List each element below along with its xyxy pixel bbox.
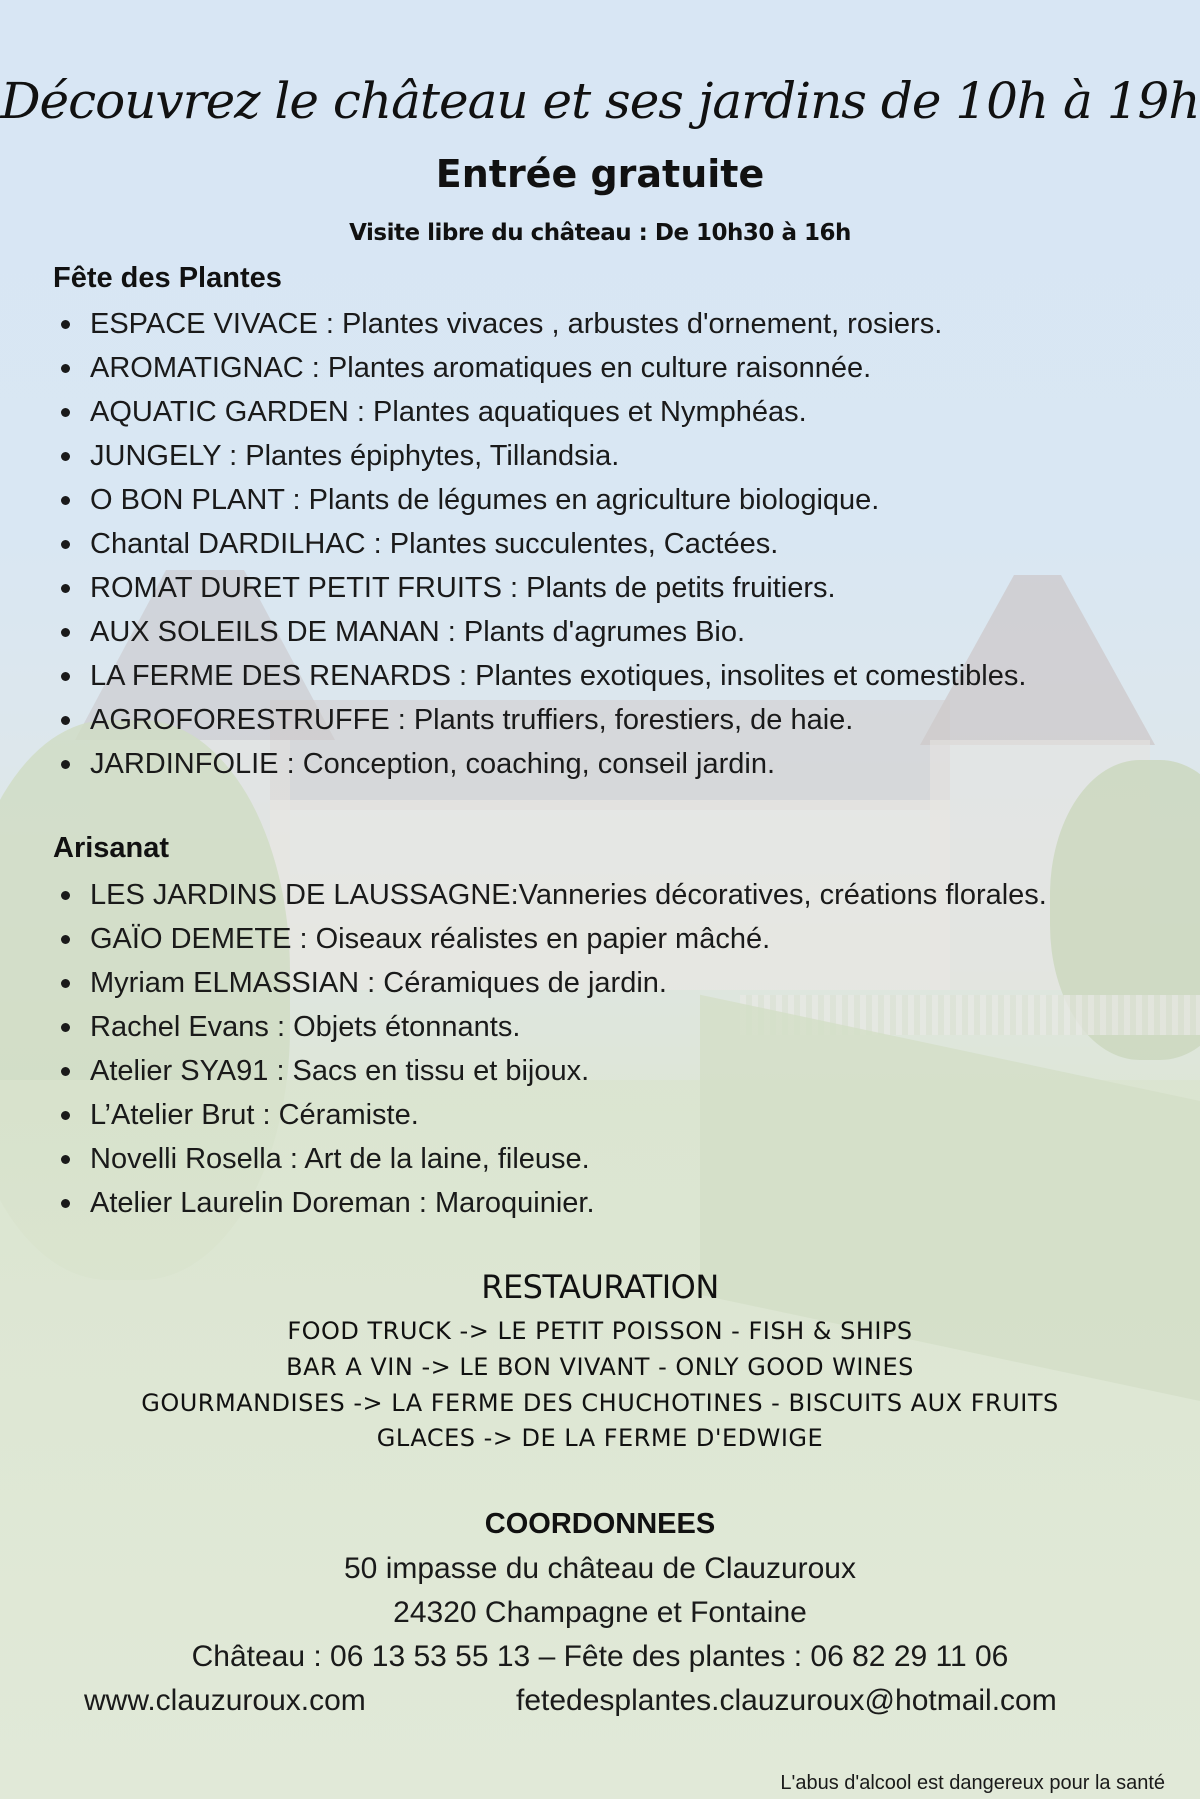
list-item: AUX SOLEILS DE MANAN : Plants d'agrumes Bio. (0, 610, 1026, 654)
email-link[interactable]: fetedesplantes.clauzuroux@hotmail.com (516, 1684, 1057, 1717)
alcohol-disclaimer: L'abus d'alcool est dangereux pour la santé (780, 1772, 1165, 1794)
restauration-line: GLACES -> DE LA FERME D'EDWIGE (376, 1424, 824, 1452)
fete-des-plantes-list (0, 302, 1026, 786)
bullet-icon (61, 1111, 70, 1120)
bullet-icon (61, 452, 70, 461)
restauration-line: FOOD TRUCK -> LE PETIT POISSON - FISH & SHIPS (287, 1317, 913, 1345)
visit-hours: Visite libre du château : De 10h30 à 16h (349, 220, 851, 246)
phone-numbers: Château : 06 13 53 55 13 – Fête des plantes : 06 82 29 11 06 (191, 1640, 1009, 1673)
free-entry-heading: Entrée gratuite (435, 152, 765, 196)
address-line-1: 50 impasse du château de Clauzuroux (344, 1552, 856, 1585)
section-heading-artisanat: Arisanat (53, 832, 170, 864)
list-item: Novelli Rosella : Art de la laine, fileuse. (0, 1137, 1047, 1181)
section-heading-fete-des-plantes: Fête des Plantes (53, 262, 282, 294)
bullet-icon (61, 628, 70, 637)
bullet-icon (61, 716, 70, 725)
address-line-2: 24320 Champagne et Fontaine (393, 1596, 807, 1629)
artisanat-list (0, 873, 1047, 1225)
list-item: LES JARDINS DE LAUSSAGNE:Vanneries décoratives, créations florales. (0, 873, 1047, 917)
restauration-heading: RESTAURATION (481, 1268, 719, 1306)
list-item: O BON PLANT : Plants de légumes en agriculture biologique. (0, 478, 1026, 522)
bullet-icon (61, 1023, 70, 1032)
bullet-icon (61, 1155, 70, 1164)
list-item: ESPACE VIVACE : Plantes vivaces , arbustes d'ornement, rosiers. (0, 302, 1026, 346)
bullet-icon (61, 672, 70, 681)
restauration-line: GOURMANDISES -> LA FERME DES CHUCHOTINES - BISCUITS AUX FRUITS (141, 1389, 1059, 1417)
page-title: Découvrez le château et ses jardins de 10h à 19h (0, 72, 1200, 130)
list-item: Chantal DARDILHAC : Plantes succulentes, Cactées. (0, 522, 1026, 566)
list-item: ROMAT DURET PETIT FRUITS : Plants de petits fruitiers. (0, 566, 1026, 610)
bullet-icon (61, 496, 70, 505)
bullet-icon (61, 584, 70, 593)
coordonnees-heading: COORDONNEES (484, 1508, 716, 1540)
bullet-icon (61, 979, 70, 988)
list-item: JUNGELY : Plantes épiphytes, Tillandsia. (0, 434, 1026, 478)
bullet-icon (61, 891, 70, 900)
restauration-line: BAR A VIN -> LE BON VIVANT - ONLY GOOD WINES (286, 1353, 914, 1381)
list-item: AGROFORESTRUFFE : Plants truffiers, forestiers, de haie. (0, 698, 1026, 742)
bullet-icon (61, 320, 70, 329)
list-item: LA FERME DES RENARDS : Plantes exotiques, insolites et comestibles. (0, 654, 1026, 698)
list-item: AROMATIGNAC : Plantes aromatiques en culture raisonnée. (0, 346, 1026, 390)
website-link[interactable]: www.clauzuroux.com (84, 1684, 366, 1717)
list-item: AQUATIC GARDEN : Plantes aquatiques et Nymphéas. (0, 390, 1026, 434)
list-item: Atelier SYA91 : Sacs en tissu et bijoux. (0, 1049, 1047, 1093)
list-item: Myriam ELMASSIAN : Céramiques de jardin. (0, 961, 1047, 1005)
bullet-icon (61, 1199, 70, 1208)
bullet-icon (61, 935, 70, 944)
bullet-icon (61, 540, 70, 549)
bullet-icon (61, 364, 70, 373)
bullet-icon (61, 760, 70, 769)
list-item: Atelier Laurelin Doreman : Maroquinier. (0, 1181, 1047, 1225)
list-item: L’Atelier Brut : Céramiste. (0, 1093, 1047, 1137)
bullet-icon (61, 1067, 70, 1076)
list-item: GAÏO DEMETE : Oiseaux réalistes en papier mâché. (0, 917, 1047, 961)
list-item: JARDINFOLIE : Conception, coaching, conseil jardin. (0, 742, 1026, 786)
list-item: Rachel Evans : Objets étonnants. (0, 1005, 1047, 1049)
bullet-icon (61, 408, 70, 417)
